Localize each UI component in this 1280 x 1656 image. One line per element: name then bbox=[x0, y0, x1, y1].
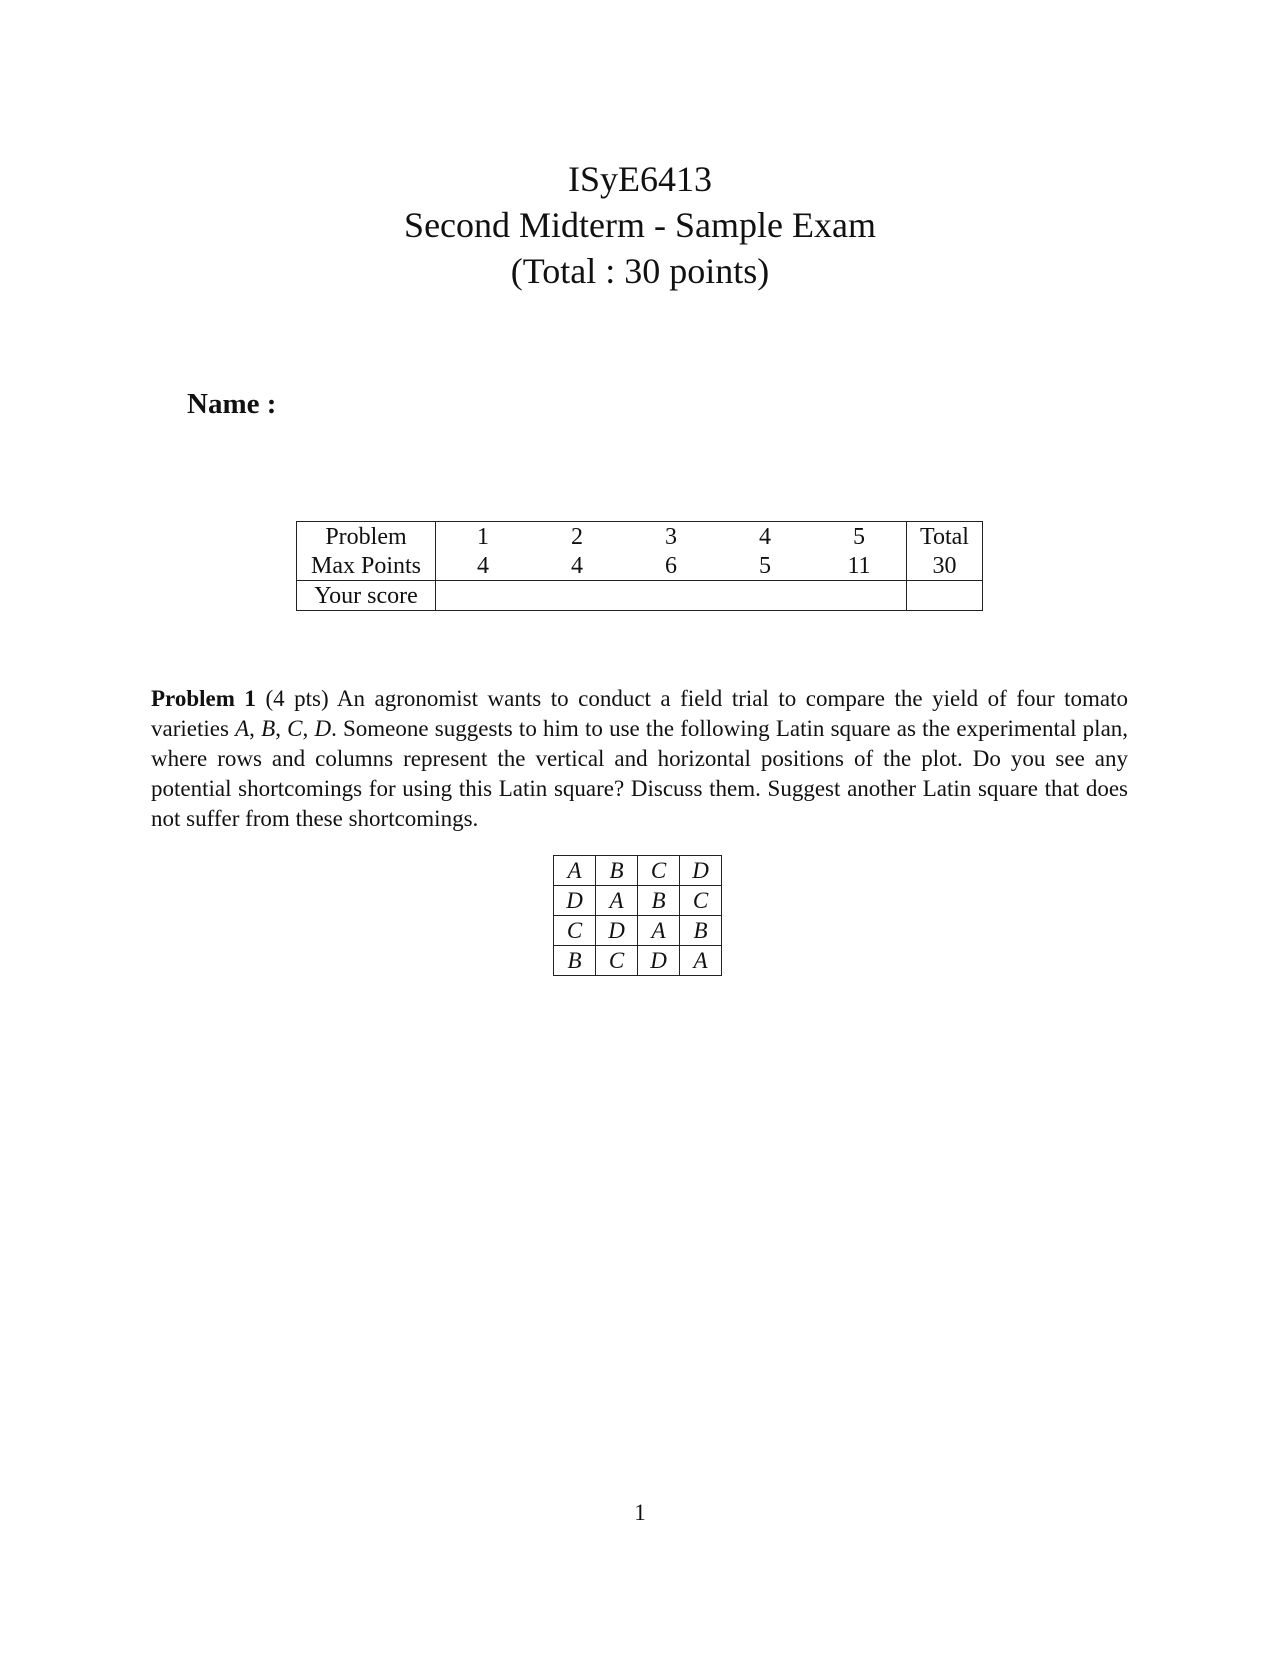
max-points-2: 4 bbox=[571, 552, 583, 579]
latin-cell: A bbox=[596, 886, 638, 916]
max-points-4: 5 bbox=[759, 552, 771, 579]
score-table-row-max-points bbox=[297, 551, 983, 581]
your-score-total-cell[interactable] bbox=[907, 581, 983, 611]
total-label: Total bbox=[907, 522, 983, 552]
latin-cell: D bbox=[596, 916, 638, 946]
latin-cell: C bbox=[638, 856, 680, 886]
latin-cell: A bbox=[554, 856, 596, 886]
score-table-row-problem bbox=[297, 522, 983, 552]
your-score-cell-2[interactable] bbox=[530, 581, 624, 611]
problem-number-4: 4 bbox=[718, 522, 812, 552]
course-title: ISyE6413 bbox=[568, 159, 712, 199]
latin-cell: C bbox=[596, 946, 638, 976]
score-table-row-your-score bbox=[297, 581, 983, 611]
max-points-1: 4 bbox=[477, 552, 489, 579]
latin-row-1 bbox=[554, 856, 722, 886]
latin-cell: B bbox=[596, 856, 638, 886]
sep-3: , bbox=[302, 716, 315, 741]
problem-number-5: 5 bbox=[812, 522, 907, 552]
your-score-cell-5[interactable] bbox=[812, 581, 907, 611]
latin-row-4 bbox=[554, 946, 722, 976]
row-label-problem: Problem bbox=[297, 522, 436, 552]
row-label-your-score: Your score bbox=[297, 581, 436, 611]
latin-cell: B bbox=[554, 946, 596, 976]
your-score-cell-1[interactable] bbox=[436, 581, 531, 611]
problem-number-2: 2 bbox=[530, 522, 624, 552]
latin-cell: D bbox=[638, 946, 680, 976]
latin-cell: D bbox=[554, 886, 596, 916]
problem-1-label: Problem 1 bbox=[151, 686, 256, 711]
latin-cell: A bbox=[680, 946, 722, 976]
variety-b: B bbox=[261, 716, 276, 741]
your-score-cell-4[interactable] bbox=[718, 581, 812, 611]
your-score-cell-3[interactable] bbox=[624, 581, 718, 611]
max-points-5: 11 bbox=[847, 552, 871, 579]
max-points-total: 30 bbox=[907, 551, 983, 581]
latin-cell: A bbox=[638, 916, 680, 946]
name-label: Name : bbox=[187, 388, 277, 420]
latin-cell: D bbox=[680, 856, 722, 886]
variety-a: A bbox=[235, 716, 250, 741]
variety-d: D bbox=[314, 716, 332, 741]
problem-1-points: (4 pts) bbox=[265, 686, 329, 711]
latin-row-3 bbox=[554, 916, 722, 946]
problem-1-text-a: An agronomist wants to conduct a field trial to compare the yield of four tomato varieties bbox=[151, 686, 1129, 741]
row-label-max-points: Max Points bbox=[297, 551, 436, 581]
score-table bbox=[296, 521, 983, 611]
problem-number-3: 3 bbox=[624, 522, 718, 552]
problem-1-text-b: . Someone suggests to him to use the following Latin square as the experimental plan, where rows and columns represent the vertical and horizontal positions of the plot. Do you see any potential shortcomings for using this Latin square? Discuss them. Suggest another Latin square that does not suffer from these shortcomings. bbox=[151, 716, 1129, 831]
latin-cell: C bbox=[554, 916, 596, 946]
total-points-title: (Total : 30 points) bbox=[510, 251, 770, 291]
latin-cell: B bbox=[680, 916, 722, 946]
problem-number-1: 1 bbox=[436, 522, 531, 552]
max-points-3: 6 bbox=[665, 552, 677, 579]
exam-title: Second Midterm - Sample Exam bbox=[404, 205, 876, 245]
variety-c: C bbox=[287, 716, 303, 741]
page-number: 1 bbox=[634, 1500, 646, 1525]
latin-square bbox=[553, 855, 722, 976]
sep-1: , bbox=[249, 716, 262, 741]
latin-cell: B bbox=[638, 886, 680, 916]
problem-1-text bbox=[151, 684, 1128, 834]
sep-2: , bbox=[275, 716, 288, 741]
latin-row-2 bbox=[554, 886, 722, 916]
exam-title-block bbox=[0, 156, 1280, 294]
latin-cell: C bbox=[680, 886, 722, 916]
